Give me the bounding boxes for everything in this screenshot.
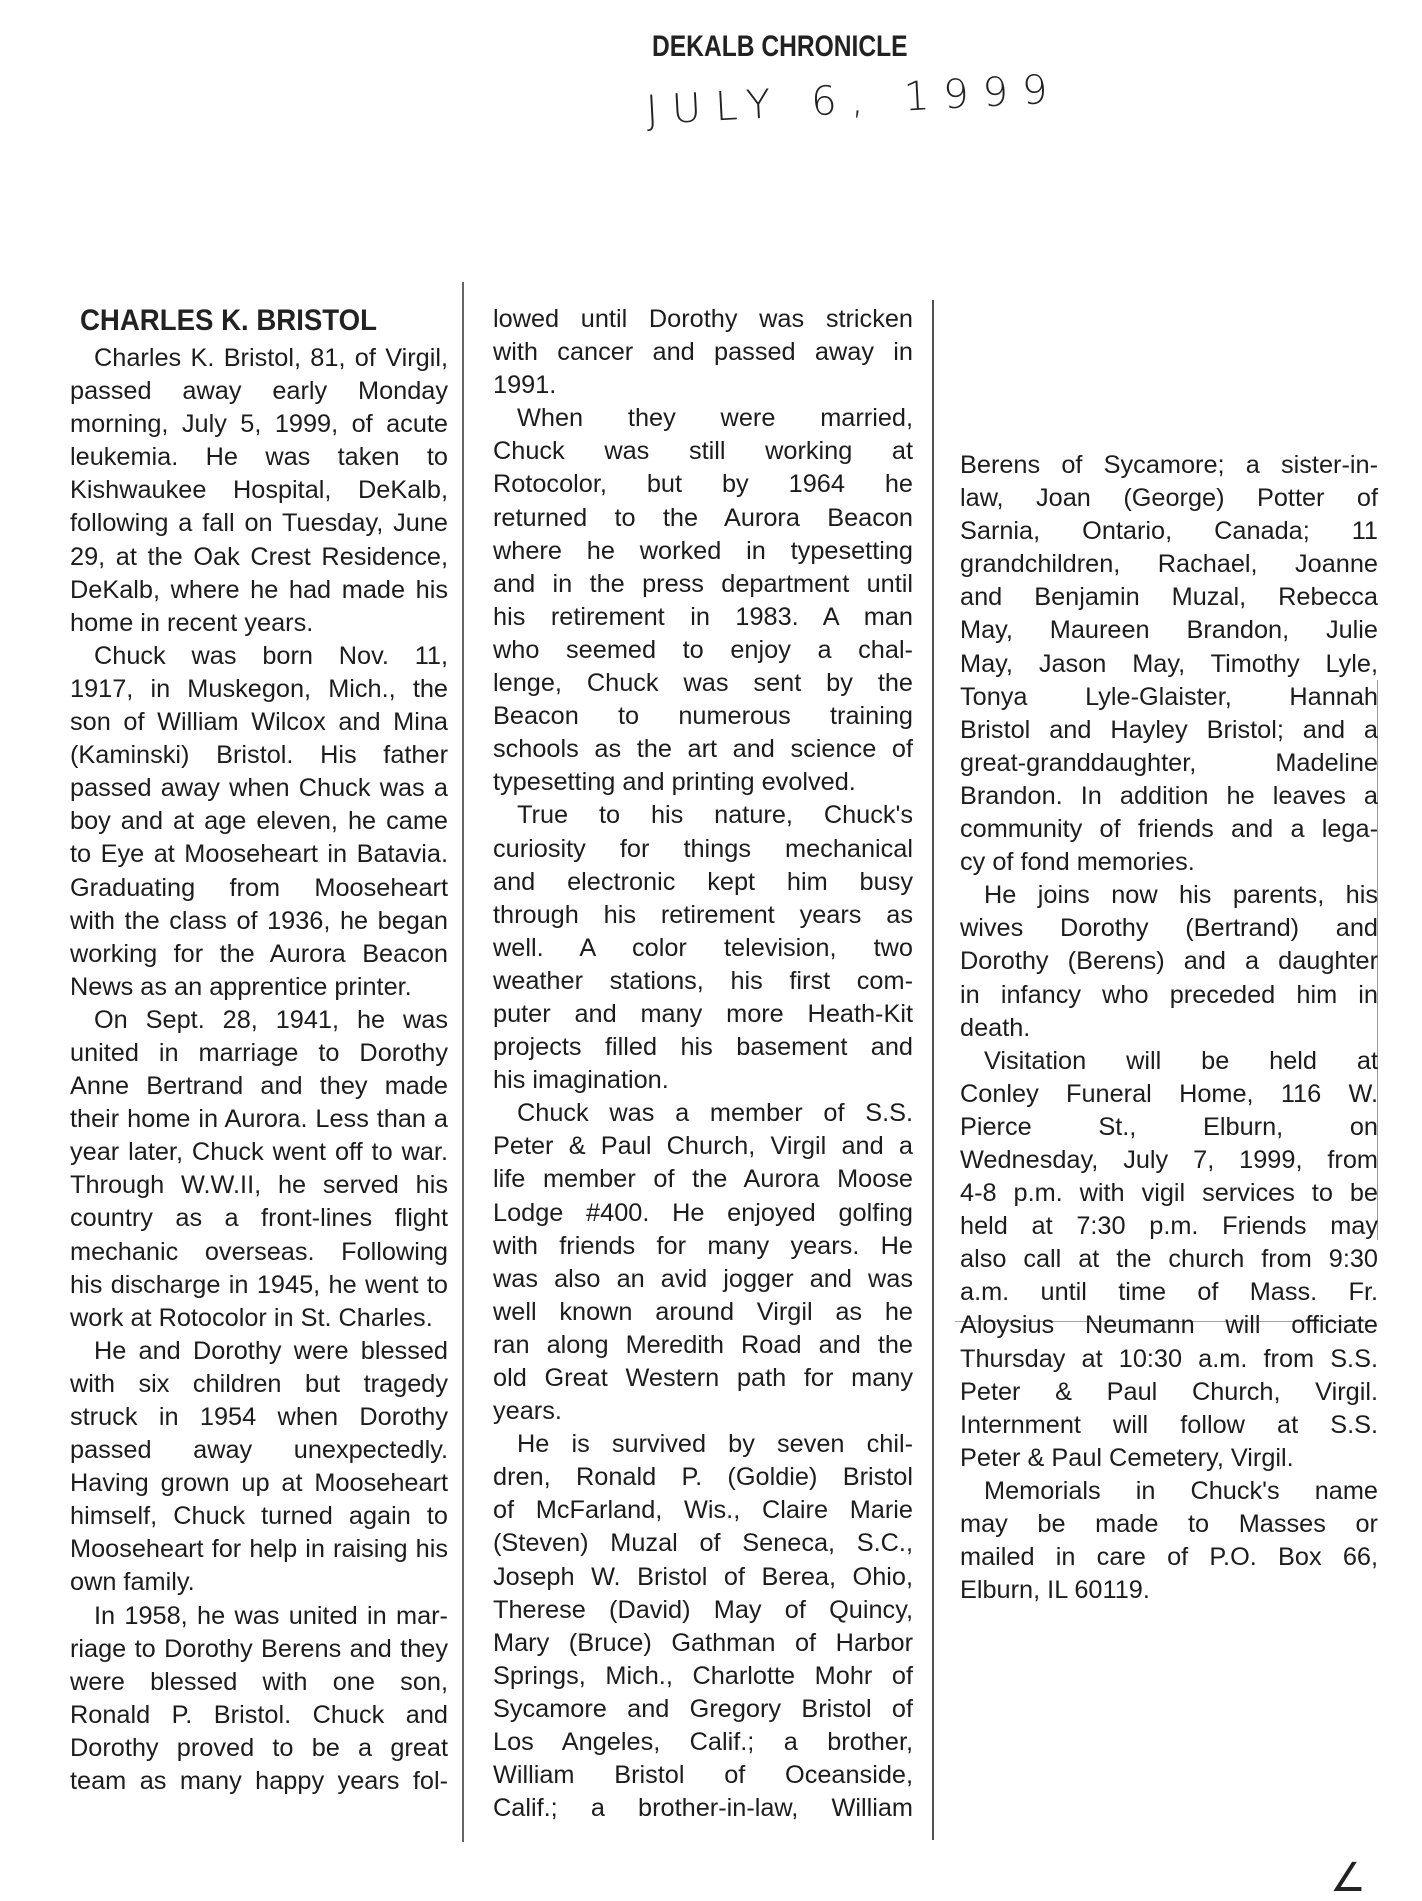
text-line: with six children but tragedy: [70, 1369, 448, 1398]
text-line: Joseph W. Bristol of Berea, Ohio,: [493, 1562, 913, 1591]
text-line: were blessed with one son,: [70, 1667, 448, 1696]
text-line: and in the press department until: [493, 569, 913, 598]
text-line: life member of the Aurora Moose: [493, 1165, 913, 1194]
text-line: When they were married,: [517, 404, 913, 433]
text-line: Bristol and Hayley Bristol; and a: [960, 715, 1378, 744]
text-line: passed away early Monday: [70, 377, 448, 406]
text-line: Peter & Paul Cemetery, Virgil.: [960, 1443, 1294, 1472]
text-line: who seemed to enjoy a chal-: [493, 635, 913, 664]
text-line: riage to Dorothy Berens and they: [70, 1634, 448, 1663]
text-line: (Steven) Muzal of Seneca, S.C.,: [493, 1529, 913, 1558]
text-line: Peter & Paul Church, Virgil and a: [493, 1132, 913, 1161]
column-divider-1: [462, 282, 464, 1842]
text-line: Springs, Mich., Charlotte Mohr of: [493, 1661, 913, 1690]
text-line: Mary (Bruce) Gathman of Harbor: [493, 1628, 913, 1657]
text-line: year later, Chuck went off to war.: [70, 1138, 448, 1167]
text-line: 4-8 p.m. with vigil services to be: [960, 1179, 1378, 1208]
text-line: ran along Meredith Road and the: [493, 1330, 913, 1359]
text-line: Peter & Paul Church, Virgil.: [960, 1377, 1378, 1406]
text-line: own family.: [70, 1568, 195, 1597]
text-line: 1917, in Muskegon, Mich., the: [70, 674, 448, 703]
text-line: to Eye at Mooseheart in Batavia.: [70, 840, 448, 869]
text-line: with cancer and passed away in: [493, 338, 913, 367]
text-line: Chuck was still working at: [493, 437, 913, 466]
text-line: Lodge #400. He enjoyed golfing: [493, 1198, 913, 1227]
text-line: Pierce St., Elburn, on: [960, 1112, 1378, 1141]
text-line: where he worked in typesetting: [493, 536, 913, 565]
text-line: and electronic kept him busy: [493, 867, 913, 896]
text-line: Chuck was born Nov. 11,: [94, 641, 448, 670]
text-line: Having grown up at Mooseheart: [70, 1469, 448, 1498]
text-line: Kishwaukee Hospital, DeKalb,: [70, 476, 448, 505]
text-line: schools as the art and science of: [493, 735, 913, 764]
text-line: Rotocolor, but by 1964 he: [493, 470, 913, 499]
text-line: also call at the church from 9:30: [960, 1245, 1378, 1274]
text-line: in infancy who preceded him in: [960, 980, 1378, 1009]
text-line: Memorials in Chuck's name: [984, 1476, 1378, 1505]
newspaper-masthead: DEKALB CHRONICLE: [652, 30, 908, 63]
text-line: Aloysius Neumann will officiate: [960, 1311, 1378, 1340]
obituary-column-2: [493, 303, 913, 1825]
text-line: lowed until Dorothy was stricken: [493, 305, 913, 333]
text-line: Elburn, IL 60119.: [960, 1576, 1150, 1605]
text-line: community of friends and a lega-: [960, 815, 1378, 844]
text-line: well. A color television, two: [493, 933, 913, 962]
text-line: Internment will follow at S.S.: [960, 1410, 1378, 1439]
obituary-column-3: [960, 449, 1378, 1607]
text-line: was also an avid jogger and was: [493, 1264, 913, 1293]
text-line: Wednesday, July 7, 1999, from: [960, 1145, 1378, 1174]
text-line: Calif.; a brother-in-law, William: [493, 1794, 913, 1823]
text-line: himself, Chuck turned again to: [70, 1502, 448, 1531]
text-line: May, Maureen Brandon, Julie: [960, 616, 1378, 645]
text-line: old Great Western path for many: [493, 1364, 913, 1392]
obituary-headline: CHARLES K. BRISTOL: [80, 304, 377, 337]
text-line: home in recent years.: [70, 608, 314, 637]
text-line: Through W.W.II, he served his: [70, 1171, 448, 1200]
text-line: In 1958, he was united in mar-: [94, 1601, 448, 1630]
text-line: his discharge in 1945, he went to: [70, 1270, 448, 1299]
text-line: team as many happy years fol-: [70, 1767, 448, 1796]
text-line: May, Jason May, Timothy Lyle,: [960, 649, 1378, 678]
text-line: with friends for many years. He: [493, 1231, 913, 1260]
text-line: Sycamore and Gregory Bristol of: [493, 1694, 913, 1723]
text-line: through his retirement years as: [493, 900, 913, 929]
text-line: 1991.: [493, 371, 557, 400]
text-line: He and Dorothy were blessed: [94, 1336, 448, 1365]
text-line: DeKalb, where he had made his: [70, 575, 448, 604]
text-line: and Benjamin Muzal, Rebecca: [960, 583, 1378, 612]
text-line: Conley Funeral Home, 116 W.: [960, 1079, 1378, 1108]
text-line: well known around Virgil as he: [493, 1297, 913, 1326]
text-line: returned to the Aurora Beacon: [493, 503, 913, 532]
text-line: projects filled his basement and: [493, 1033, 913, 1062]
text-line: country as a front-lines flight: [70, 1204, 448, 1233]
text-line: News as an apprentice printer.: [70, 972, 412, 1001]
text-line: Berens of Sycamore; a sister-in-: [960, 451, 1378, 479]
text-line: united in marriage to Dorothy: [70, 1038, 448, 1067]
text-line: passed away when Chuck was a: [70, 774, 448, 803]
text-line: 29, at the Oak Crest Residence,: [70, 542, 448, 571]
text-line: Anne Bertrand and they made: [70, 1072, 448, 1101]
text-line: Charles K. Bristol, 81, of Virgil,: [94, 344, 448, 372]
text-line: mailed in care of P.O. Box 66,: [960, 1543, 1378, 1572]
text-line: Beacon to numerous training: [493, 702, 913, 731]
text-line: Sarnia, Ontario, Canada; 11: [960, 517, 1378, 546]
text-line: work at Rotocolor in St. Charles.: [70, 1303, 433, 1332]
text-line: dren, Ronald P. (Goldie) Bristol: [493, 1463, 913, 1492]
handwritten-corner-mark: ∠: [1330, 1856, 1366, 1900]
text-line: True to his nature, Chuck's: [517, 801, 913, 830]
text-line: death.: [960, 1013, 1031, 1042]
text-line: Therese (David) May of Quincy,: [493, 1595, 913, 1624]
text-line: struck in 1954 when Dorothy: [70, 1403, 448, 1431]
text-line: morning, July 5, 1999, of acute: [70, 410, 448, 439]
text-line: Brandon. In addition he leaves a: [960, 781, 1378, 810]
text-line: passed away unexpectedly.: [70, 1436, 448, 1465]
text-line: his retirement in 1983. A man: [493, 602, 913, 631]
text-line: Chuck was a member of S.S.: [517, 1099, 913, 1128]
text-line: curiosity for things mechanical: [493, 834, 913, 863]
text-line: a.m. until time of Mass. Fr.: [960, 1278, 1378, 1307]
text-line: William Bristol of Oceanside,: [493, 1761, 913, 1790]
text-line: boy and at age eleven, he came: [70, 807, 448, 836]
text-line: with the class of 1936, he began: [70, 906, 448, 935]
text-line: held at 7:30 p.m. Friends may: [960, 1212, 1378, 1241]
text-line: leukemia. He was taken to: [70, 443, 448, 472]
text-line: Ronald P. Bristol. Chuck and: [70, 1700, 448, 1729]
text-line: On Sept. 28, 1941, he was: [94, 1005, 448, 1034]
text-line: (Kaminski) Bristol. His father: [70, 741, 448, 770]
text-line: great-granddaughter, Madeline: [960, 748, 1378, 777]
text-line: He joins now his parents, his: [984, 881, 1378, 910]
text-line: following a fall on Tuesday, June: [70, 509, 448, 538]
text-line: their home in Aurora. Less than a: [70, 1105, 448, 1134]
text-line: cy of fond memories.: [960, 848, 1195, 877]
text-line: Tonya Lyle-Glaister, Hannah: [960, 682, 1378, 711]
text-line: Thursday at 10:30 a.m. from S.S.: [960, 1344, 1378, 1373]
obituary-column-1: [70, 342, 448, 1798]
text-line: lenge, Chuck was sent by the: [493, 669, 913, 698]
text-line: typesetting and printing evolved.: [493, 768, 856, 797]
text-line: Mooseheart for help in raising his: [70, 1535, 448, 1564]
column-divider-2: [932, 300, 934, 1840]
text-line: weather stations, his first com-: [493, 966, 913, 995]
text-line: puter and many more Heath-Kit: [493, 999, 913, 1028]
text-line: Visitation will be held at: [984, 1046, 1378, 1075]
text-line: Graduating from Mooseheart: [70, 873, 448, 902]
text-line: Dorothy (Berens) and a daughter: [960, 947, 1378, 976]
text-line: He is survived by seven chil-: [517, 1430, 913, 1459]
text-line: mechanic overseas. Following: [70, 1237, 448, 1266]
text-line: son of William Wilcox and Mina: [70, 708, 448, 737]
text-line: of McFarland, Wis., Claire Marie: [493, 1496, 913, 1525]
text-line: Los Angeles, Calif.; a brother,: [493, 1728, 913, 1757]
text-line: Dorothy proved to be a great: [70, 1733, 448, 1762]
text-line: his imagination.: [493, 1066, 669, 1095]
text-line: wives Dorothy (Bertrand) and: [960, 914, 1378, 943]
text-line: may be made to Masses or: [960, 1510, 1378, 1538]
text-line: years.: [493, 1397, 562, 1426]
text-line: law, Joan (George) Potter of: [960, 484, 1378, 513]
text-line: grandchildren, Rachael, Joanne: [960, 550, 1378, 579]
text-line: working for the Aurora Beacon: [70, 939, 448, 968]
handwritten-date: JULY 6, 1999: [645, 66, 1063, 134]
